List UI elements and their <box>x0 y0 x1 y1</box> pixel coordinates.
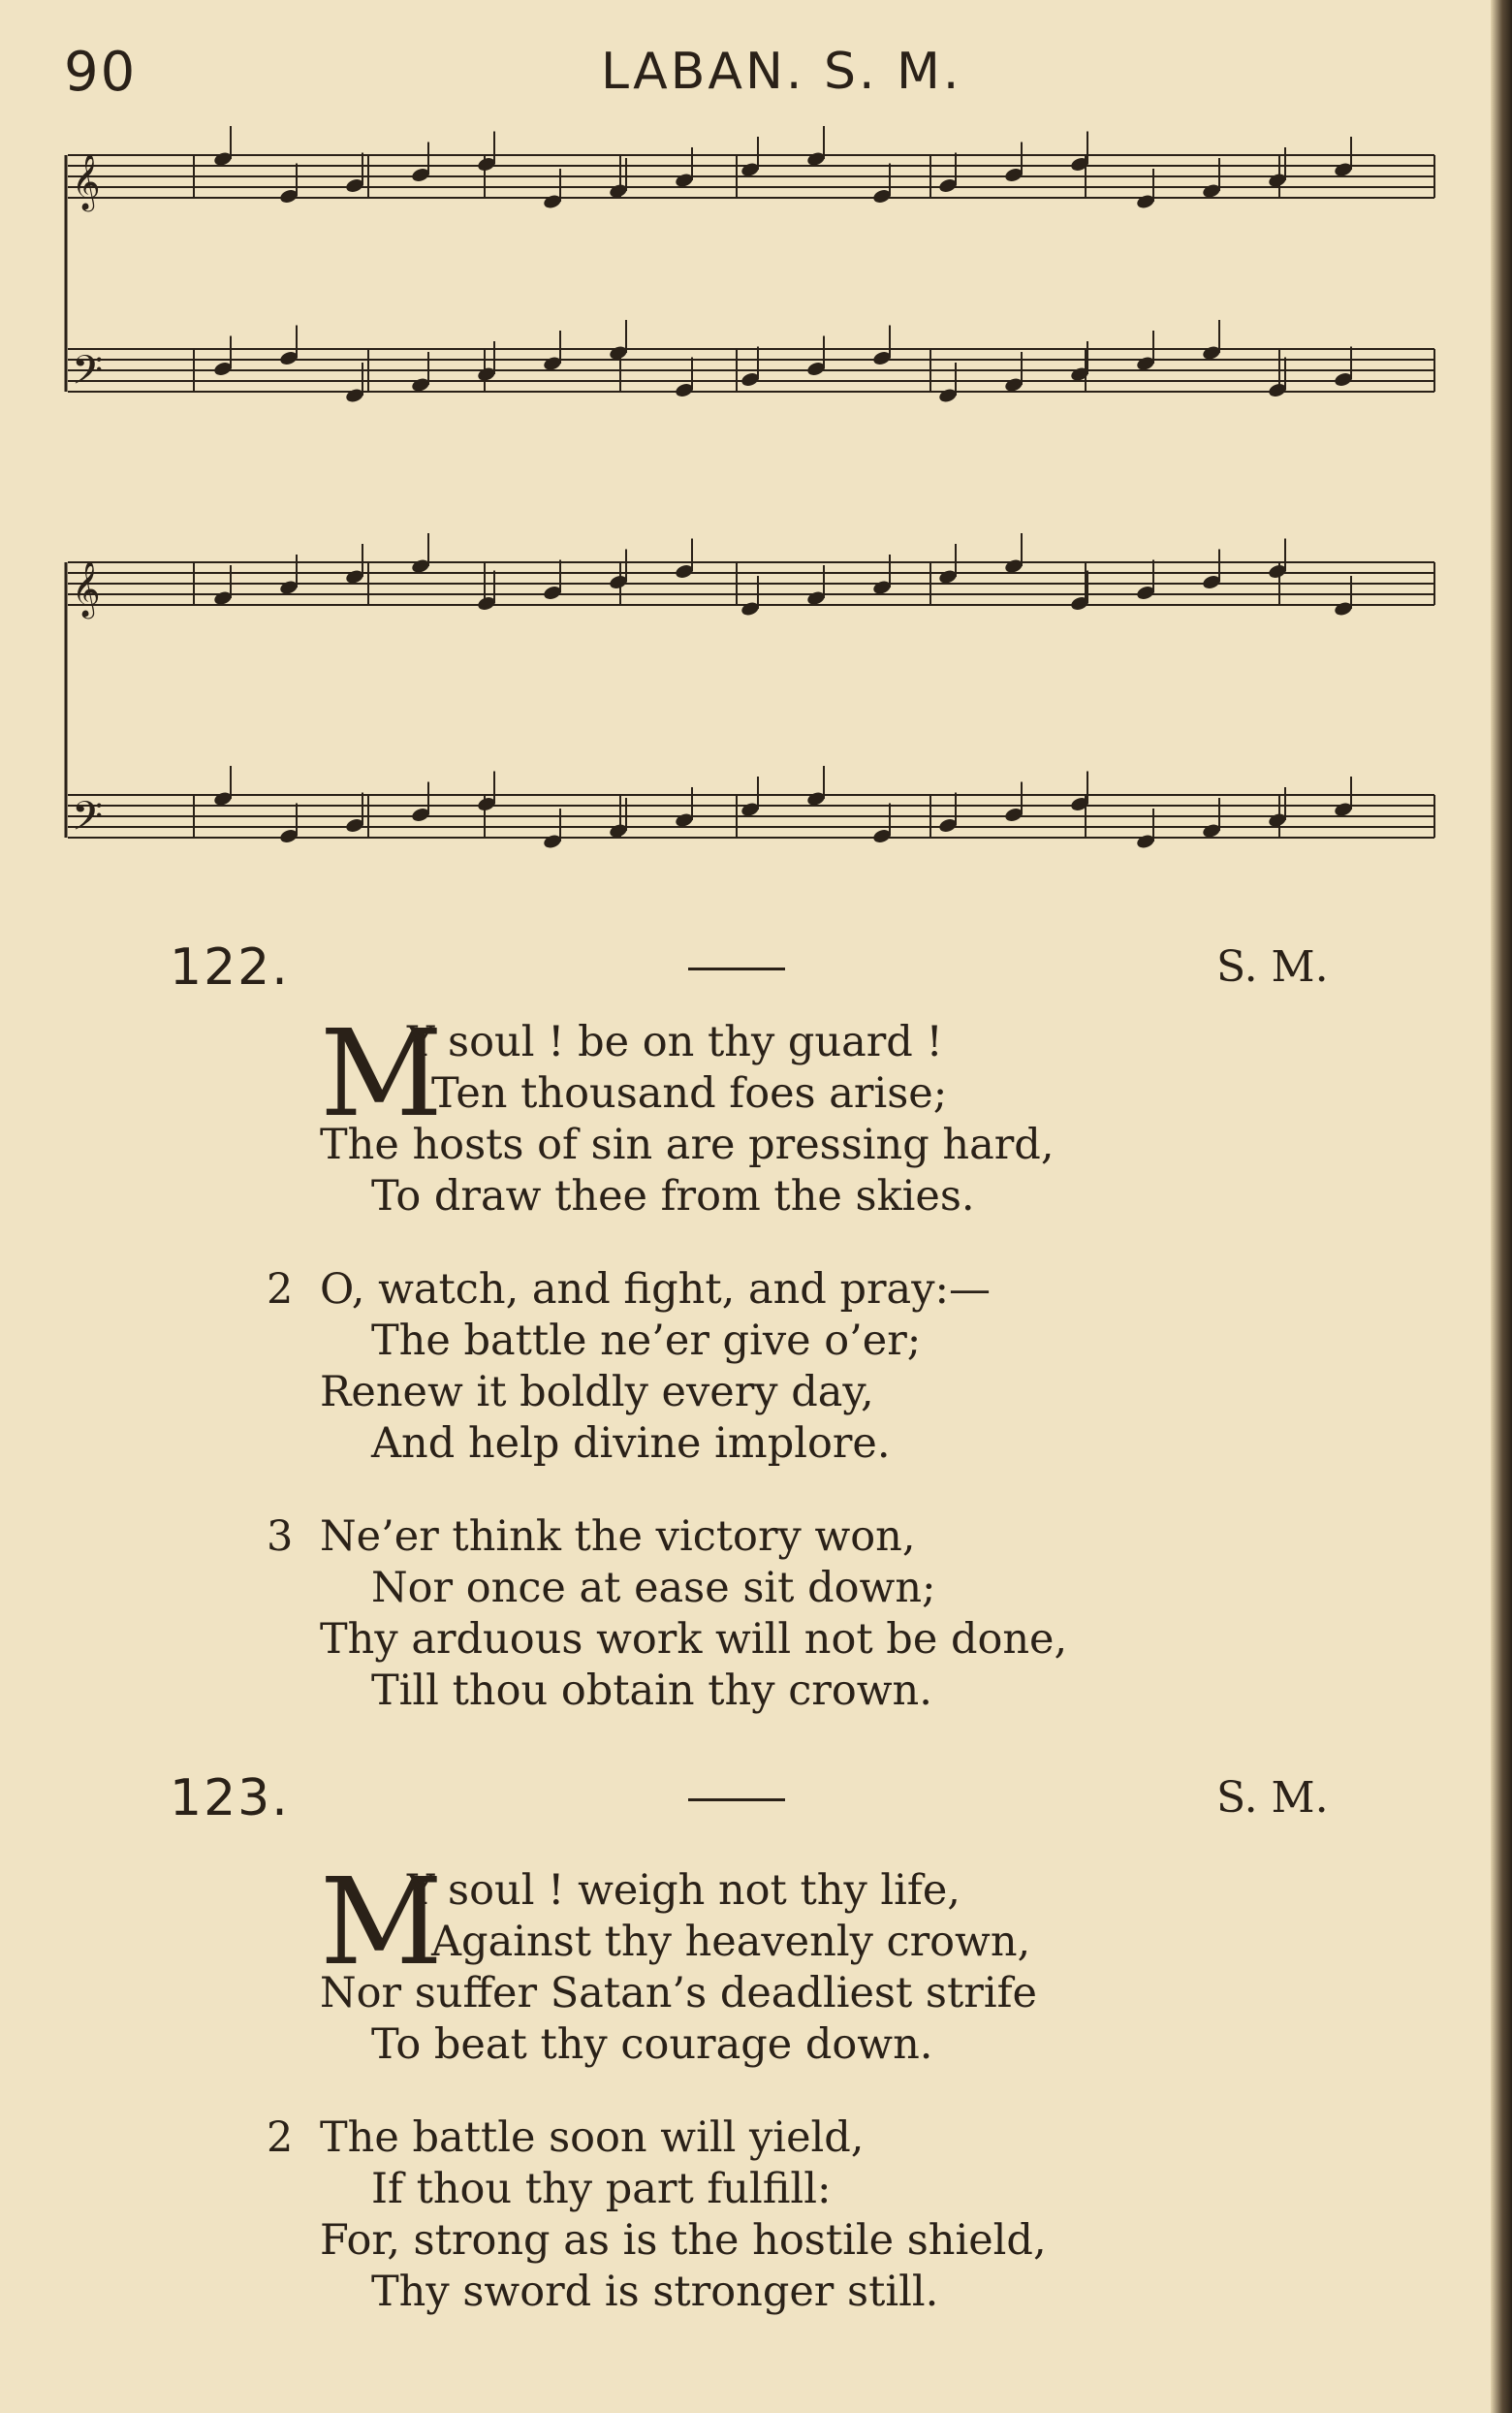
verse-line: Thy sword is stronger still. <box>371 2268 939 2316</box>
verse-line: To draw thee from the skies. <box>371 1172 975 1221</box>
hymn-123-header <box>0 1769 1512 1837</box>
page-binding-edge <box>1491 0 1512 2413</box>
stanza-number: 2 <box>267 1265 294 1314</box>
verse-line: Y soul ! weigh not thy life, <box>407 1866 961 1915</box>
verse-line: Thy arduous work will not be done, <box>320 1615 1068 1664</box>
hymn-divider <box>688 968 785 970</box>
verse-line: Against thy heavenly crown, <box>431 1918 1031 1966</box>
music-score <box>58 97 1454 931</box>
verse-line: Ten thousand foes arise; <box>431 1069 948 1118</box>
drop-cap: M <box>320 1853 443 1992</box>
bass-clef: 𝄢 <box>72 793 104 849</box>
page-number: 90 <box>64 41 138 104</box>
verse-line: Till thou obtain thy crown. <box>371 1667 932 1715</box>
verse-line: Y soul ! be on thy guard ! <box>407 1018 943 1066</box>
verse-line: Renew it boldly every day, <box>320 1368 874 1416</box>
tune-title: LABAN. S. M. <box>601 43 962 101</box>
treble-clef: 𝄞 <box>72 560 101 617</box>
hymn-meter: S. M. <box>1216 1773 1329 1823</box>
verse-line: The battle soon will yield, <box>320 2113 865 2162</box>
bass-clef: 𝄢 <box>72 347 104 403</box>
hymn-divider <box>688 1798 785 1801</box>
verse-line: If thou thy part fulfill: <box>371 2165 832 2213</box>
drop-cap: M <box>320 1004 443 1144</box>
verse-line: And help divine implore. <box>371 1419 891 1468</box>
verse-line: The battle ne’er give o’er; <box>371 1317 922 1365</box>
clefs <box>72 153 103 849</box>
staff-lines <box>66 155 1434 838</box>
stanza-number: 2 <box>267 2113 294 2162</box>
verse-line: The hosts of sin are pressing hard, <box>320 1121 1055 1169</box>
verse-line: Nor once at ease sit down; <box>371 1564 936 1612</box>
hymn-meter: S. M. <box>1216 942 1329 992</box>
hymn-number: 122. <box>170 938 290 997</box>
hymn-number: 123. <box>170 1769 290 1827</box>
verse-line: Nor suffer Satan’s deadliest strife <box>320 1969 1037 2017</box>
verse-line: To beat thy courage down. <box>371 2020 933 2069</box>
notes <box>212 126 1353 850</box>
verse-line: Ne’er think the victory won, <box>320 1512 916 1561</box>
verse-line: O, watch, and fight, and pray:— <box>320 1265 991 1314</box>
stanza-number: 3 <box>267 1512 294 1561</box>
treble-clef: 𝄞 <box>72 153 101 209</box>
hymn-122-header <box>0 938 1512 1006</box>
verse-line: For, strong as is the hostile shield, <box>320 2216 1047 2265</box>
